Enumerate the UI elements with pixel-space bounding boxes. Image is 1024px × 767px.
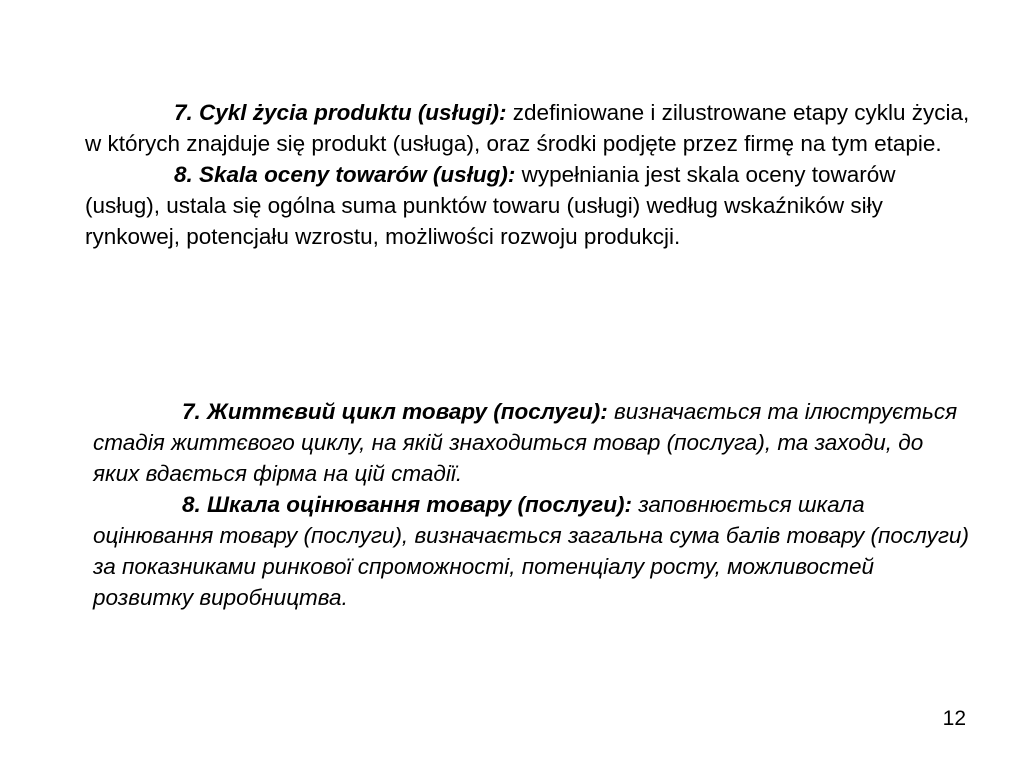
ukrainian-heading-goods-rating-scale: 8. Шкала оцінювання товару (послуги): (182, 492, 632, 517)
polish-body-product-life-cycle: zdefiniowane i zilustrowane etapy cyklu życia, w których znajduje się produkt (usługa), oraz środki podjęte przez firmę na tym etapie. (85, 100, 970, 156)
ukrainian-paragraph-goods-rating-scale (93, 489, 973, 613)
ukrainian-text-block (93, 396, 973, 613)
polish-body-goods-rating-scale: wypełniania jest skala oceny towarów (usług), ustala się ogólna suma punktów towaru (usługi) według wskaźników siły rynkowej, potencjału wzrostu, możliwości rozwoju produkcji. (85, 162, 896, 249)
polish-paragraph-goods-rating-scale (85, 159, 975, 252)
page-number: 12 (942, 707, 966, 730)
polish-heading-goods-rating-scale: 8. Skala oceny towarów (usług): (174, 162, 516, 187)
polish-text-block (85, 97, 975, 252)
polish-heading-product-life-cycle: 7. Cykl życia produktu (usługi): (174, 100, 507, 125)
ukrainian-heading-product-life-cycle: 7. Життєвий цикл товару (послуги): (182, 399, 608, 424)
ukrainian-body-product-life-cycle: визначається та ілюструється стадія життєвого циклу, на якій знаходиться товар (послуга), та заходи, до яких вдається фірма на цій стадії. (93, 399, 958, 486)
ukrainian-paragraph-product-life-cycle (93, 396, 973, 489)
ukrainian-body-goods-rating-scale: заповнюється шкала оцінювання товару (послуги), визначається загальна сума балів товару (послуги) за показниками ринкової спроможності, потенціалу росту, можливостей розвитку виробництва. (93, 492, 969, 610)
polish-paragraph-product-life-cycle (85, 97, 975, 159)
